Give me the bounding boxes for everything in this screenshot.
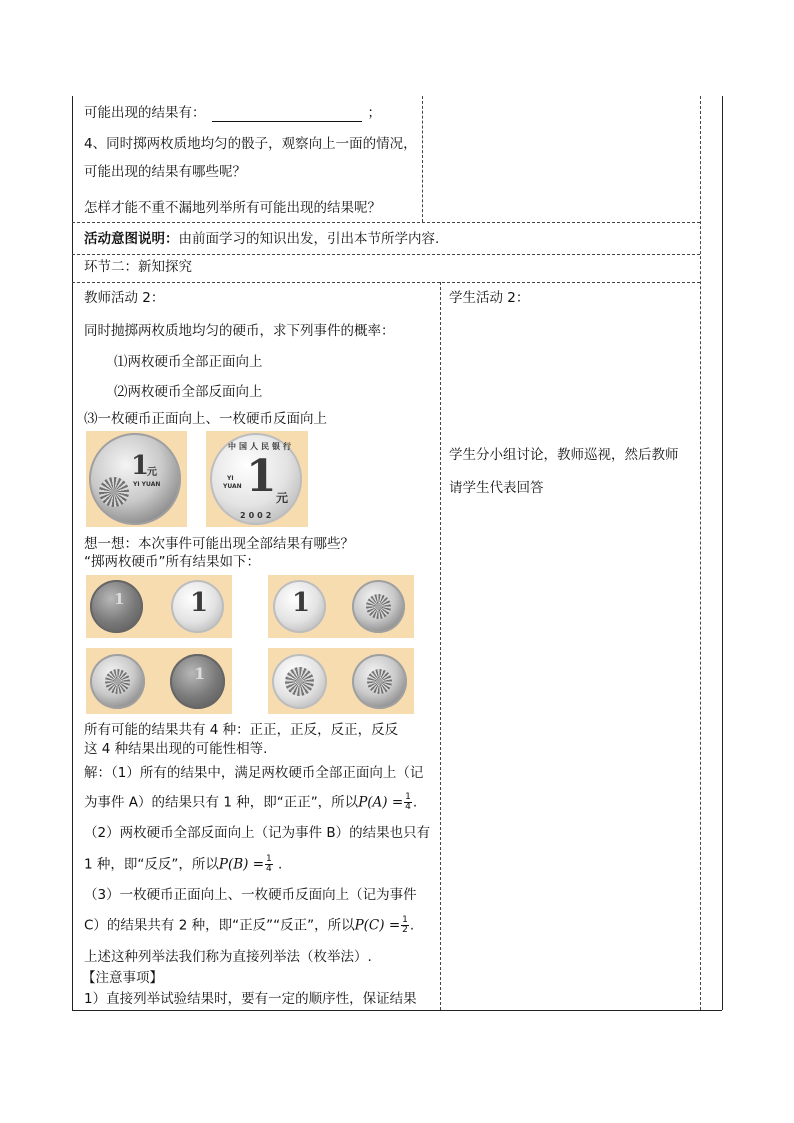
table-left-border xyxy=(72,96,73,1010)
coin-back-image xyxy=(206,431,308,527)
coin-question: 同时抛掷两枚质地均匀的硬币，求下列事件的概率： xyxy=(84,323,395,339)
possible-results-line xyxy=(84,104,381,122)
solution-1-line-1: 解：（1）所有的结果中，满足两枚硬币全部正面向上（记 xyxy=(84,765,424,781)
student-heading: 学生活动 2： xyxy=(449,290,530,306)
coin-value: 1 xyxy=(194,664,206,683)
fraction-one-half xyxy=(401,916,409,935)
top-column-divider xyxy=(422,96,423,222)
coin-flower-side xyxy=(352,580,405,633)
row-border-3 xyxy=(72,282,700,283)
coin-front-image xyxy=(86,431,187,527)
teacher-heading: 教师活动 2： xyxy=(84,290,165,306)
solution-3-line-2: C）的结果共有 2 种，即“正反”“反正”，所以P(C) = $\frac{1}{2}$ . xyxy=(84,915,415,935)
answer-blank[interactable] xyxy=(212,107,362,122)
fraction-denominator: 2 xyxy=(402,925,408,935)
coin-year: 2002 xyxy=(240,511,275,520)
table-right-border-outer xyxy=(722,96,723,1010)
row-border-2 xyxy=(72,254,700,255)
coin-flower-side xyxy=(89,433,181,525)
event-item-1: ⑴两枚硬币全部正面向上 xyxy=(114,354,263,370)
outcome-heads-tails xyxy=(268,575,414,638)
section-title: 环节二：新知探究 xyxy=(84,259,192,275)
intent-label: 活动意图说明： xyxy=(84,231,179,247)
fraction-numerator: 1 xyxy=(402,915,408,925)
coin-number-side xyxy=(210,433,302,525)
solution-2-text: 1 种，即“反反”，所以 xyxy=(84,856,219,873)
coin-unit: 元 xyxy=(147,467,157,478)
probability-c-expression: P(C) = xyxy=(354,917,401,934)
solution-2-line-1: （2）两枚硬币全部反面向上（记为事件 B）的结果也只有 xyxy=(84,825,431,841)
notes-title: 【注意事项】 xyxy=(82,970,163,986)
intent-row xyxy=(84,230,439,248)
results-title: “掷两枚硬币”所有结果如下： xyxy=(84,554,260,570)
all-results-text: 所有可能的结果共有 4 种：正正，正反，反正，反反 xyxy=(84,722,399,738)
dice-question-line: 4、同时掷两枚质地均匀的骰子，观察向上一面的情况， xyxy=(84,136,417,152)
intent-text: 由前面学习的知识出发，引出本节所学内容. xyxy=(178,231,440,247)
fraction-one-quarter xyxy=(265,855,273,874)
coin-flower-side xyxy=(272,654,327,709)
flower-icon xyxy=(105,669,130,694)
flower-icon xyxy=(99,477,129,507)
outcome-heads-heads xyxy=(86,575,232,638)
flower-icon xyxy=(285,667,314,696)
flower-icon xyxy=(367,669,392,694)
coin-pinyin: YI YUAN xyxy=(133,481,161,488)
coin-yuan: YUAN xyxy=(223,483,242,490)
row-border-1 xyxy=(72,222,700,223)
teacher-column-divider xyxy=(440,282,441,1010)
note-1: 1）直接列举试验结果时，要有一定的顺序性，保证结果 xyxy=(84,991,417,1007)
coin-country: 中国人民银行 xyxy=(228,442,294,451)
outcome-tails-tails xyxy=(268,648,414,714)
fraction-denominator: 4 xyxy=(405,802,411,812)
coin-flower-side xyxy=(90,654,145,709)
solution-2-line-2: 1 种，即“反反”，所以P(B) = $\frac{1}{4}$ . xyxy=(84,854,283,874)
possible-results-label: 可能出现的结果有： xyxy=(84,105,206,121)
coin-value-large: 1 xyxy=(246,451,277,502)
coin-value: 1 xyxy=(190,588,209,618)
solution-1-text: 为事件 A）的结果只有 1 种，即“正正”，所以 xyxy=(84,794,359,811)
fraction-numerator: 1 xyxy=(405,792,411,802)
student-activity-text-2: 请学生代表回答 xyxy=(449,480,544,496)
enumeration-method-text: 上述这种列举法我们称为直接列举法（枚举法）. xyxy=(84,949,372,965)
coin-flower-side xyxy=(352,654,407,709)
equal-likelihood-text: 这 4 种结果出现的可能性相等. xyxy=(84,741,268,757)
dice-question-line-2: 可能出现的结果有哪些呢？ xyxy=(84,164,246,180)
think-prompt: 想一想：本次事件可能出现全部结果有哪些？ xyxy=(84,536,354,552)
coin-value: 1 xyxy=(131,451,150,481)
table-bottom-border xyxy=(72,1010,722,1011)
student-activity-text-1: 学生分小组讨论，教师巡视，然后教师 xyxy=(449,447,679,463)
coin-flower-side xyxy=(170,654,225,709)
coin-number-side xyxy=(171,580,224,633)
event-item-3: ⑶一枚硬币正面向上、一枚硬币反面向上 xyxy=(84,411,327,427)
coin-number-side xyxy=(273,580,326,633)
enumeration-question: 怎样才能不重不漏地列举所有可能出现的结果呢？ xyxy=(84,200,381,216)
coin-value: 1 xyxy=(292,588,311,618)
coin-yi: YI xyxy=(227,475,234,482)
probability-b-expression: P(B) = xyxy=(218,856,265,873)
fraction-one-quarter xyxy=(404,793,412,812)
solution-3-text: C）的结果共有 2 种，即“正反”“反正”，所以 xyxy=(84,917,355,934)
probability-a-expression: P(A) = xyxy=(358,794,404,811)
coin-unit-large: 元 xyxy=(276,491,289,505)
outcome-tails-heads xyxy=(86,648,232,714)
fraction-denominator: 4 xyxy=(266,864,272,874)
semicolon: ； xyxy=(367,105,381,121)
solution-3-line-1: （3）一枚硬币正面向上、一枚硬币反面向上（记为事件 xyxy=(84,887,417,903)
solution-1-line-2: 为事件 A）的结果只有 1 种，即“正正”，所以P(A) = $\frac{1}{4}$ . xyxy=(84,792,418,812)
coin-flower-side xyxy=(90,580,143,633)
event-item-2: ⑵两枚硬币全部反面向上 xyxy=(114,384,263,400)
fraction-numerator: 1 xyxy=(266,854,272,864)
coin-value: 1 xyxy=(114,590,125,608)
flower-icon xyxy=(366,594,391,619)
table-right-border-inner xyxy=(700,96,701,1010)
